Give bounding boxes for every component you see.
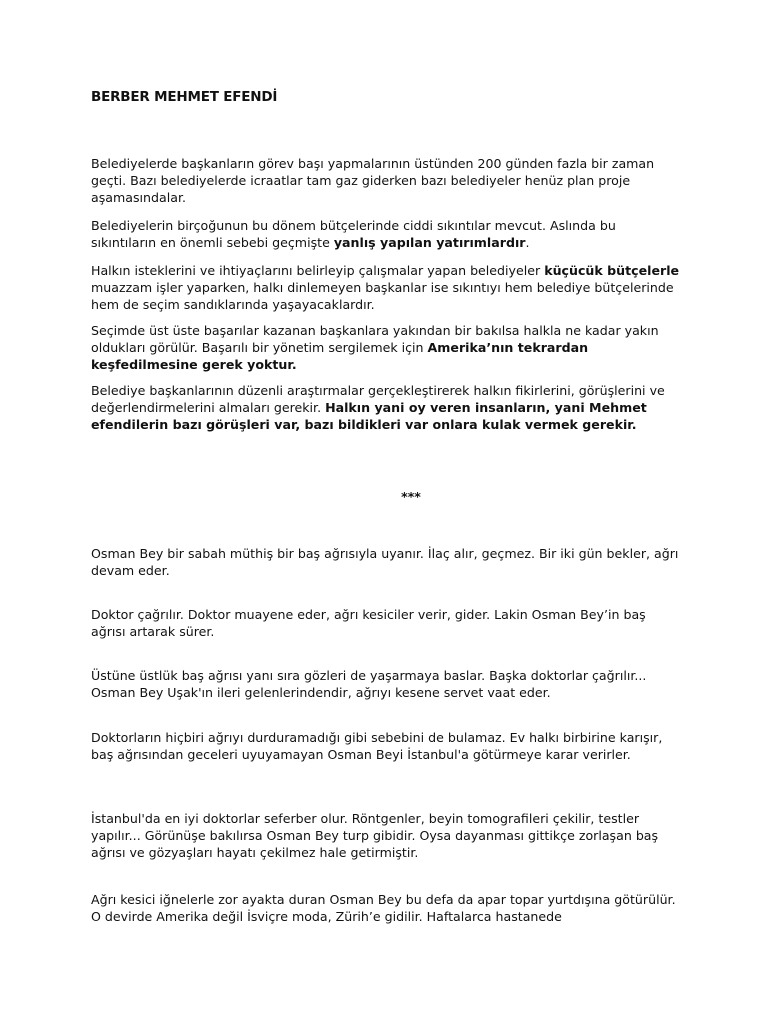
paragraph-4-text: Seçimde üst üste başarılar kazanan başkanlara yakından bir bakılsa halkla ne kadar yakın oldukları görülür. Başarılı bir yönetim sergilemek için [91, 323, 659, 355]
paragraph-5 [91, 382, 681, 433]
paragraph-4-bold: Amerika’nın tekrardan keşfedilmesine gerek yoktur. [91, 340, 589, 372]
paragraph-7: Doktor çağrılır. Doktor muayene eder, ağrı kesiciler verir, gider. Lakin Osman Bey’in baş ağrısı artarak sürer. [91, 607, 646, 639]
section-separator: *** [401, 489, 421, 504]
paragraph-2 [91, 217, 681, 251]
paragraph-5-text: Belediye başkanlarının düzenli araştırmalar gerçekleştirerek halkın fikirlerini, görüşlerini ve değerlendirmelerini almaları gerekir. [91, 383, 665, 415]
paragraph-4 [91, 322, 681, 373]
document-title: BERBER MEHMET EFENDİ [91, 89, 278, 105]
paragraph-3-bold: küçücük bütçelerle [544, 263, 680, 278]
paragraph-2-end: . [525, 235, 530, 250]
paragraph-5-bold: Halkın yani oy veren insanların, yani Mehmet efendilerin bazı görüşleri var, bazı bildikleri var onlara kulak vermek gerekir. [91, 400, 647, 432]
paragraph-2-bold: yanlış yapılan yatırımlardır [333, 235, 526, 250]
paragraph-9: Doktorların hiçbiri ağrıyı durduramadığı gibi sebebini de bulamaz. Ev halkı birbirine karışır, baş ağrısından geceleri uyuyamayan Osman Beyi İstanbul'a götürmeye karar verirler. [91, 730, 663, 762]
paragraph-8: Üstüne üstlük baş ağrısı yanı sıra gözleri de yaşarmaya baslar. Başka doktorlar çağrılır... Osman Bey Uşak'ın ileri gelenlerindendir, ağrıyı kesene servet vaat eder. [91, 668, 647, 700]
paragraph-10: İstanbul'da en iyi doktorlar seferber olur. Röntgenler, beyin tomografileri çekilir, testler yapılır... Görünüşe bakılırsa Osman Bey turp gibidir. Oysa dayanması gittikçe zorlaşan baş ağrısı ve gözyaşları hayatı çekilmez hale getirmiştir. [91, 811, 659, 860]
paragraph-1: Belediyelerde başkanların görev başı yapmalarının üstünden 200 günden fazla bir zaman geçti. Bazı belediyelerde icraatlar tam gaz giderken bazı belediyeler henüz plan proje aşamasındalar. [91, 156, 655, 205]
paragraph-11: Ağrı kesici iğnelerle zor ayakta duran Osman Bey bu defa da apar topar yurtdışına götürülür. O devirde Amerika değil İsviçre moda, Zürih’e gidilir. Haftalarca hastanede [91, 892, 676, 924]
paragraph-3-text: Halkın isteklerini ve ihtiyaçlarını belirleyip çalışmalar yapan belediyeler [91, 263, 545, 278]
paragraph-3 [91, 262, 681, 313]
paragraph-2-text: Belediyelerin birçoğunun bu dönem bütçelerinde ciddi sıkıntılar mevcut. Aslında bu sıkıntıların en önemli sebebi geçmişte [91, 218, 616, 250]
paragraph-6: Osman Bey bir sabah müthiş bir baş ağrısıyla uyanır. İlaç alır, geçmez. Bir iki gün bekler, ağrı devam eder. [91, 546, 679, 578]
paragraph-3-end: muazzam işler yaparken, halkı dinlemeyen başkanlar ise sıkıntıyı hem belediye bütçelerinde hem de seçim sandıklarında yaşayacaklardır. [91, 280, 674, 312]
